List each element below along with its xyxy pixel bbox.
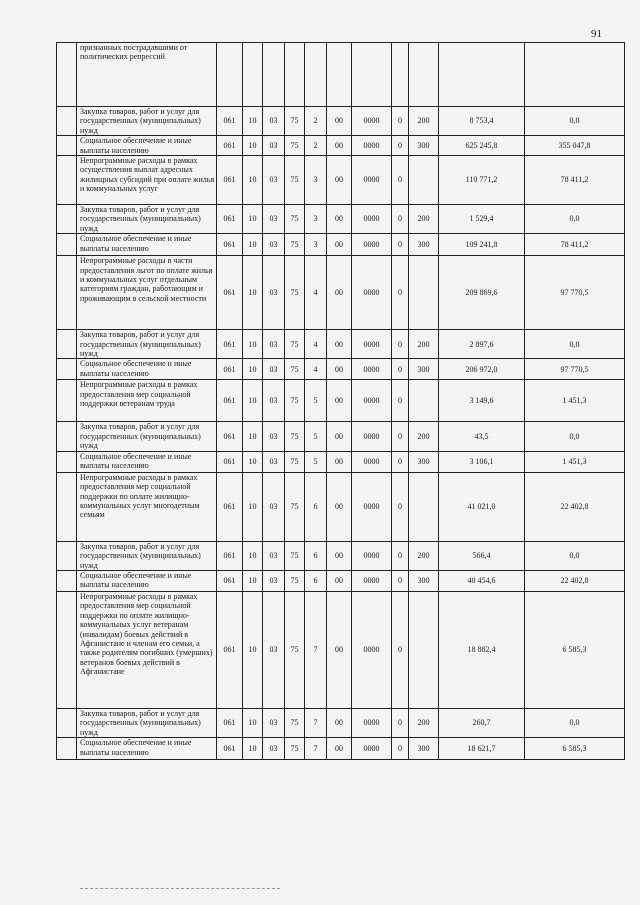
cell-sum2: 0,0 (525, 330, 625, 359)
cell-p2: 5 (305, 422, 327, 451)
table-row (57, 43, 625, 107)
cell-p5: 0 (392, 107, 409, 136)
cell-rz (243, 43, 263, 107)
cell-p4: 0000 (352, 234, 392, 256)
cell-pr: 03 (263, 472, 285, 541)
cell-sum1: 3 149,6 (439, 380, 525, 422)
cell-pr: 03 (263, 205, 285, 234)
cell-p5: 0 (392, 451, 409, 472)
cell-p3: 00 (327, 451, 352, 472)
expense-name-cell: Социальное обеспечение и иные выплаты населению (77, 234, 217, 256)
cell-p4: 0000 (352, 570, 392, 591)
cell-sum1 (439, 43, 525, 107)
cell-pr: 03 (263, 136, 285, 156)
expense-name-cell: признанных пострадавшими от политических репрессий (77, 43, 217, 107)
cell-p5: 0 (392, 708, 409, 737)
cell-sum2: 97 770,5 (525, 256, 625, 330)
cell-p1: 75 (285, 234, 305, 256)
cell-p1: 75 (285, 156, 305, 205)
cell-p1: 75 (285, 136, 305, 156)
cell-vr: 300 (409, 234, 439, 256)
cell-p3: 00 (327, 234, 352, 256)
cell-p4: 0000 (352, 330, 392, 359)
expense-name-cell: Социальное обеспечение и иные выплаты населению (77, 136, 217, 156)
cell-sum1: 260,7 (439, 708, 525, 737)
table-row (57, 570, 625, 591)
cell-p4: 0000 (352, 156, 392, 205)
cell-sum2: 0,0 (525, 107, 625, 136)
cell-rz: 10 (243, 591, 263, 708)
cell-sum2: 1 451,3 (525, 380, 625, 422)
cell-p2: 4 (305, 330, 327, 359)
cell-p5: 0 (392, 156, 409, 205)
cell-p1: 75 (285, 591, 305, 708)
cell-p4: 0000 (352, 591, 392, 708)
blank-cell (57, 234, 77, 256)
expense-name-cell: Закупка товаров, работ и услуг для государственных (муниципальных) нужд (77, 107, 217, 136)
table-row (57, 708, 625, 737)
expense-name-cell: Непрограммные расходы в рамках предоставления мер социальной поддержки по оплате жилищно-коммунальных услуг многодетным семьям (77, 472, 217, 541)
table-row (57, 234, 625, 256)
cell-sum2: 355 047,8 (525, 136, 625, 156)
cell-p5: 0 (392, 234, 409, 256)
cell-rz: 10 (243, 256, 263, 330)
cell-p1: 75 (285, 107, 305, 136)
expense-name-cell: Непрограммные расходы в рамках предоставления мер социальной поддержки ветеранам труда (77, 380, 217, 422)
cell-p4: 0000 (352, 738, 392, 760)
cell-p5: 0 (392, 738, 409, 760)
cell-pr: 03 (263, 107, 285, 136)
cell-sum1: 8 753,4 (439, 107, 525, 136)
cell-vr (409, 43, 439, 107)
cell-vr: 300 (409, 359, 439, 380)
cell-p1: 75 (285, 205, 305, 234)
cell-pr: 03 (263, 256, 285, 330)
cell-p3: 00 (327, 570, 352, 591)
budget-table (56, 42, 625, 760)
cell-vr (409, 472, 439, 541)
cell-pr: 03 (263, 738, 285, 760)
blank-cell (57, 591, 77, 708)
cell-sum1: 206 972,0 (439, 359, 525, 380)
expense-name-cell: Закупка товаров, работ и услуг для государственных (муниципальных) нужд (77, 422, 217, 451)
cell-p3: 00 (327, 380, 352, 422)
cell-vr: 300 (409, 570, 439, 591)
cell-p4: 0000 (352, 451, 392, 472)
cell-rz: 10 (243, 738, 263, 760)
cell-sum2 (525, 43, 625, 107)
cell-p5: 0 (392, 359, 409, 380)
blank-cell (57, 107, 77, 136)
cell-p2: 7 (305, 591, 327, 708)
expense-name-cell: Непрограммные расходы в рамках предоставления мер социальной поддержки по оплате жилищно-коммунальных услуг ветеранам (инвалидам) боевых действий в Афганистане и членам его семьи, а также родителям погибших (умерших) ветеранов боевых действий в Афганистане (77, 591, 217, 708)
cell-sum2: 22 402,8 (525, 472, 625, 541)
cell-p2: 6 (305, 541, 327, 570)
cell-pr: 03 (263, 591, 285, 708)
cell-sum2: 6 585,3 (525, 591, 625, 708)
cell-ved: 061 (217, 570, 243, 591)
expense-name-cell: Социальное обеспечение и иные выплаты населению (77, 570, 217, 591)
table-row (57, 205, 625, 234)
cell-vr: 300 (409, 451, 439, 472)
cell-rz: 10 (243, 451, 263, 472)
cell-pr: 03 (263, 359, 285, 380)
cell-ved: 061 (217, 205, 243, 234)
cell-vr: 200 (409, 107, 439, 136)
cell-p1: 75 (285, 708, 305, 737)
cell-sum1: 110 771,2 (439, 156, 525, 205)
cell-sum2: 78 411,2 (525, 234, 625, 256)
table-row (57, 591, 625, 708)
cell-sum2: 0,0 (525, 541, 625, 570)
cell-vr: 200 (409, 330, 439, 359)
cell-p4: 0000 (352, 107, 392, 136)
cell-vr (409, 156, 439, 205)
blank-cell (57, 359, 77, 380)
cell-p4: 0000 (352, 380, 392, 422)
table-row (57, 422, 625, 451)
cell-p3: 00 (327, 136, 352, 156)
cell-p3: 00 (327, 156, 352, 205)
cell-ved: 061 (217, 234, 243, 256)
cell-vr (409, 591, 439, 708)
cell-p5 (392, 43, 409, 107)
table-row (57, 136, 625, 156)
cell-p2: 3 (305, 156, 327, 205)
page-number: 91 (591, 28, 602, 40)
cell-vr (409, 380, 439, 422)
cell-p3: 00 (327, 708, 352, 737)
cell-p1: 75 (285, 570, 305, 591)
cell-p5: 0 (392, 380, 409, 422)
cell-p4 (352, 43, 392, 107)
table-row (57, 359, 625, 380)
cell-p4: 0000 (352, 359, 392, 380)
cell-sum1: 2 897,6 (439, 330, 525, 359)
cell-rz: 10 (243, 107, 263, 136)
expense-name-cell: Непрограммные расходы в части предоставления льгот по оплате жилья и коммунальных услуг отдельным категориям граждан, работающим и проживающим в сельской местности (77, 256, 217, 330)
table-body (57, 43, 625, 760)
blank-cell (57, 205, 77, 234)
table-row (57, 541, 625, 570)
blank-cell (57, 541, 77, 570)
cell-sum2: 6 585,3 (525, 738, 625, 760)
cell-ved: 061 (217, 541, 243, 570)
expense-name-cell: Закупка товаров, работ и услуг для государственных (муниципальных) нужд (77, 708, 217, 737)
cell-p1: 75 (285, 472, 305, 541)
cell-rz: 10 (243, 380, 263, 422)
cell-ved: 061 (217, 330, 243, 359)
cell-vr (409, 256, 439, 330)
cell-sum2: 22 402,8 (525, 570, 625, 591)
blank-cell (57, 136, 77, 156)
blank-cell (57, 738, 77, 760)
cell-p2: 3 (305, 205, 327, 234)
cell-p5: 0 (392, 136, 409, 156)
cell-ved: 061 (217, 451, 243, 472)
cell-pr (263, 43, 285, 107)
cell-rz: 10 (243, 472, 263, 541)
cell-rz: 10 (243, 570, 263, 591)
cell-pr: 03 (263, 541, 285, 570)
cell-p4: 0000 (352, 472, 392, 541)
cell-p4: 0000 (352, 256, 392, 330)
cell-vr: 300 (409, 136, 439, 156)
cell-pr: 03 (263, 330, 285, 359)
cell-p1: 75 (285, 359, 305, 380)
cell-p2: 2 (305, 107, 327, 136)
table-row (57, 330, 625, 359)
expense-name-cell: Непрограммные расходы в рамках осуществления выплат адресных жилищных субсидий при оплате жилья и коммунальных услуг (77, 156, 217, 205)
cell-pr: 03 (263, 156, 285, 205)
cell-p3: 00 (327, 472, 352, 541)
cell-p3: 00 (327, 205, 352, 234)
cell-ved (217, 43, 243, 107)
cell-p1 (285, 43, 305, 107)
cell-rz: 10 (243, 136, 263, 156)
cell-p2: 4 (305, 359, 327, 380)
cell-p3: 00 (327, 422, 352, 451)
cell-sum2: 0,0 (525, 708, 625, 737)
table-row (57, 156, 625, 205)
cell-p1: 75 (285, 422, 305, 451)
cell-p3: 00 (327, 256, 352, 330)
cell-pr: 03 (263, 234, 285, 256)
cell-p1: 75 (285, 541, 305, 570)
cell-p1: 75 (285, 738, 305, 760)
blank-cell (57, 330, 77, 359)
cell-sum1: 43,5 (439, 422, 525, 451)
cell-ved: 061 (217, 591, 243, 708)
cell-p3: 00 (327, 107, 352, 136)
cell-p4: 0000 (352, 205, 392, 234)
cell-p5: 0 (392, 205, 409, 234)
cell-p2: 5 (305, 451, 327, 472)
cell-pr: 03 (263, 380, 285, 422)
blank-cell (57, 422, 77, 451)
cell-rz: 10 (243, 359, 263, 380)
expense-name-cell: Социальное обеспечение и иные выплаты населению (77, 451, 217, 472)
cell-pr: 03 (263, 422, 285, 451)
cell-ved: 061 (217, 422, 243, 451)
expense-name-cell: Социальное обеспечение и иные выплаты населению (77, 359, 217, 380)
cell-ved: 061 (217, 256, 243, 330)
cell-p2: 6 (305, 570, 327, 591)
blank-cell (57, 380, 77, 422)
cell-p2: 2 (305, 136, 327, 156)
table-row (57, 451, 625, 472)
cell-sum1: 209 869,6 (439, 256, 525, 330)
cell-rz: 10 (243, 205, 263, 234)
cell-p5: 0 (392, 330, 409, 359)
cell-p4: 0000 (352, 136, 392, 156)
cell-ved: 061 (217, 107, 243, 136)
expense-name-cell: Закупка товаров, работ и услуг для государственных (муниципальных) нужд (77, 541, 217, 570)
cell-ved: 061 (217, 156, 243, 205)
cell-ved: 061 (217, 359, 243, 380)
blank-cell (57, 156, 77, 205)
cell-pr: 03 (263, 451, 285, 472)
cell-sum2: 0,0 (525, 422, 625, 451)
table-row (57, 472, 625, 541)
cell-p3: 00 (327, 541, 352, 570)
cell-sum2: 78 411,2 (525, 156, 625, 205)
cell-ved: 061 (217, 708, 243, 737)
cell-ved: 061 (217, 380, 243, 422)
cell-p1: 75 (285, 330, 305, 359)
cell-p4: 0000 (352, 541, 392, 570)
cell-p3: 00 (327, 330, 352, 359)
table-row (57, 738, 625, 760)
blank-cell (57, 256, 77, 330)
page-edge-mark (80, 888, 280, 891)
cell-ved: 061 (217, 136, 243, 156)
cell-rz: 10 (243, 156, 263, 205)
cell-sum1: 625 245,8 (439, 136, 525, 156)
cell-rz: 10 (243, 234, 263, 256)
cell-p5: 0 (392, 541, 409, 570)
cell-vr: 300 (409, 738, 439, 760)
cell-sum1: 3 106,1 (439, 451, 525, 472)
expense-name-cell: Закупка товаров, работ и услуг для государственных (муниципальных) нужд (77, 205, 217, 234)
cell-rz: 10 (243, 422, 263, 451)
cell-p5: 0 (392, 570, 409, 591)
cell-p2: 7 (305, 708, 327, 737)
cell-ved: 061 (217, 738, 243, 760)
cell-p1: 75 (285, 451, 305, 472)
blank-cell (57, 570, 77, 591)
blank-cell (57, 43, 77, 107)
cell-rz: 10 (243, 541, 263, 570)
table-row (57, 107, 625, 136)
expense-name-cell: Социальное обеспечение и иные выплаты населению (77, 738, 217, 760)
cell-p2: 6 (305, 472, 327, 541)
cell-p2: 5 (305, 380, 327, 422)
cell-pr: 03 (263, 570, 285, 591)
cell-p2: 3 (305, 234, 327, 256)
cell-p5: 0 (392, 591, 409, 708)
cell-p3: 00 (327, 359, 352, 380)
cell-vr: 200 (409, 205, 439, 234)
cell-rz: 10 (243, 708, 263, 737)
cell-p3: 00 (327, 738, 352, 760)
cell-sum1: 18 882,4 (439, 591, 525, 708)
cell-sum1: 40 454,6 (439, 570, 525, 591)
cell-pr: 03 (263, 708, 285, 737)
cell-vr: 200 (409, 422, 439, 451)
blank-cell (57, 451, 77, 472)
cell-p3: 00 (327, 591, 352, 708)
cell-p1: 75 (285, 380, 305, 422)
cell-vr: 200 (409, 708, 439, 737)
cell-p4: 0000 (352, 422, 392, 451)
cell-p5: 0 (392, 472, 409, 541)
cell-sum1: 18 621,7 (439, 738, 525, 760)
cell-p2: 4 (305, 256, 327, 330)
expense-name-cell: Закупка товаров, работ и услуг для государственных (муниципальных) нужд (77, 330, 217, 359)
cell-p2 (305, 43, 327, 107)
blank-cell (57, 472, 77, 541)
cell-ved: 061 (217, 472, 243, 541)
cell-p2: 7 (305, 738, 327, 760)
cell-sum1: 1 529,4 (439, 205, 525, 234)
cell-sum1: 41 021,0 (439, 472, 525, 541)
cell-p3 (327, 43, 352, 107)
cell-p5: 0 (392, 256, 409, 330)
cell-rz: 10 (243, 330, 263, 359)
cell-p4: 0000 (352, 708, 392, 737)
cell-sum2: 97 770,5 (525, 359, 625, 380)
cell-p1: 75 (285, 256, 305, 330)
cell-sum1: 566,4 (439, 541, 525, 570)
cell-p5: 0 (392, 422, 409, 451)
cell-sum1: 109 241,8 (439, 234, 525, 256)
table-row (57, 380, 625, 422)
cell-sum2: 0,0 (525, 205, 625, 234)
blank-cell (57, 708, 77, 737)
cell-vr: 200 (409, 541, 439, 570)
table-row (57, 256, 625, 330)
cell-sum2: 1 451,3 (525, 451, 625, 472)
